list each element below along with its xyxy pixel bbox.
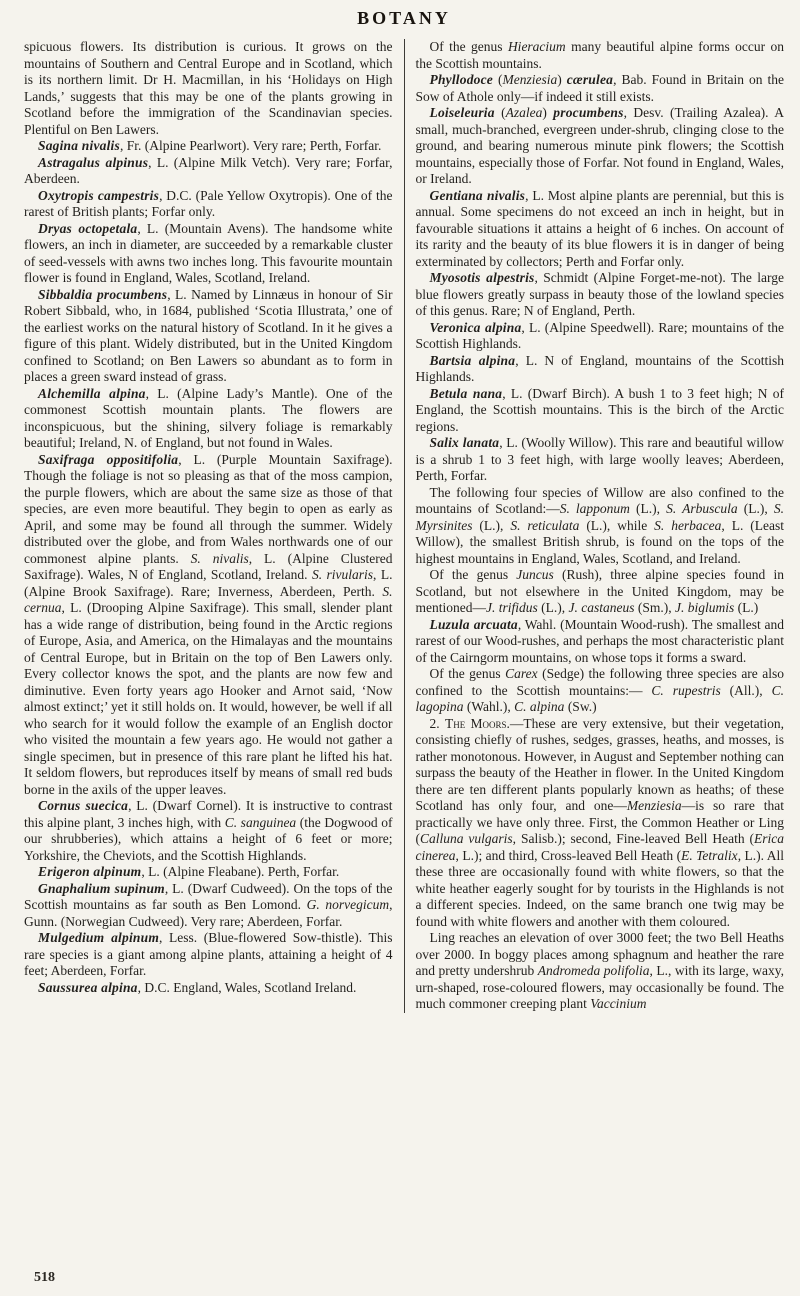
paragraph: Loiseleuria (Azalea) procumbens, Desv. (Trailing Azalea). A small, much-branched, evergreen under-shrub, clinging close to the ground, and bearing numerous minute pink flowers; the Scottish mountains, especially those of Forfar. Not found in England, Wales, or Ireland. — [415, 105, 784, 186]
paragraph: spicuous flowers. Its distribution is curious. It grows on the mountains of Southern and Central Europe and in Scotland, which is its northern limit. Dr H. Macmillan, in his ‘Holidays on High Lands,’ suggests that this may be one of the plants growing in Scotland before the immigration of the Scandinavian species. Plentiful on Ben Lawers. — [24, 39, 393, 137]
paragraph: 2. The Moors.—These are very extensive, but their vegetation, consisting chiefly of rushes, sedges, grasses, heaths, and mosses, is rather monotonous. However, in August and September nothing can surpass the beauty of the Heather in flower. In the United Kingdom there are ten different plants popularly known as heaths; of these Scotland has only four, and one—Menziesia—is so rare that practically we have only three. First, the Common Heather or Ling (Calluna vulgaris, Salisb.); second, Fine-leaved Bell Heath (Erica cinerea, L.); and third, Cross-leaved Bell Heath (E. Tetralix, L.). All these three are occasionally found with white flowers, so that the white heather eagerly sought for by tourists in the Highlands is not a different species. Indeed, on the same branch one twig may be found with white flowers and another with them coloured. — [415, 715, 784, 929]
paragraph: Of the genus Hieracium many beautiful alpine forms occur on the Scottish mountains. — [415, 39, 785, 71]
paragraph: Of the genus Carex (Sedge) the following three species are also confined to the Scottish mountains:— C. rupestris (All.), C. lagopina (Wahl.), C. alpina (Sw.) — [415, 666, 785, 714]
paragraph: Salix lanata, L. (Woolly Willow). This rare and beautiful willow is a shrub 1 to 3 feet high, with large woolly leaves; Aberdeen, Perth, Forfar. — [415, 435, 784, 483]
paragraph: Cornus suecica, L. (Dwarf Cornel). It is instructive to contrast this alpine plant, 3 inches high, with C. sanguinea (the Dogwood of our shrubberies), which attains a height of 6 feet or more; Yorkshire, the Cheviots, and the Scottish Highlands. — [24, 798, 393, 863]
paragraph: Oxytropis campestris, D.C. (Pale Yellow Oxytropis). One of the rarest of British plants; Forfar only. — [24, 187, 393, 219]
paragraph: Ling reaches an elevation of over 3000 feet; the two Bell Heaths over 2000. In boggy places among sphagnum and heather the rare and pretty undershrub Andromeda polifolia, L., with its large, waxy, urn-shaped, rose-coloured flowers, may occasionally be found. The much commoner creeping plant Vaccinium — [415, 930, 784, 1011]
page-title: BOTANY — [357, 8, 451, 28]
paragraph: Saxifraga oppositifolia, L. (Purple Mountain Saxifrage). Though the foliage is not so pleasing as that of the moss campion, the purple flowers, which are about the same size as those of that species, are even more beautiful. They begin to open as early as April, and some may be found all through the summer. Widely distributed over the globe, and from Wales northwards one of our commonest alpine plants. S. nivalis, L. (Alpine Clustered Saxifrage). Wales, N of England, Scotland, Ireland. S. rivularis, L. (Alpine Brook Saxifrage). Rare; Inverness, Aberdeen, Perth. S. cernua, L. (Drooping Alpine Saxifrage). This small, slender plant has a wide range of distribution, being found in the Arctic regions of Europe, Asia, and America, on the Himalayas and the mountains of Central Europe, but in Britain on the top of Ben Lawers only. Every collector knows the spot, and the plants are now few and diminutive. Even forty years ago Hooker and Arnot said, ‘Now almost extinct;’ yet it still holds on. It would, however, be well if all who search for it would follow the example of an English doctor who visited the mountain a few years ago. He would not gather a single specimen, but in presence of this rare plant he lifted his hat. It seldom flowers, but reproduces itself by means of small red buds borne in the axils of the upper leaves. — [24, 451, 393, 797]
right-column — [405, 39, 785, 1013]
paragraph: Gentiana nivalis, L. Most alpine plants are perennial, but this is annual. Some specimens do not exceed an inch in height, but in favourable situations it attains a height of 6 inches. On account of its rarity and the beauty of its blue flowers it is in danger of being exterminated by collectors; Perth and Forfar only. — [415, 187, 785, 269]
paragraph: Sibbaldia procumbens, L. Named by Linnæus in honour of Sir Robert Sibbald, who, in 1684, published ‘Scotia Illustrata,’ one of the earliest works on the natural history of Scotland. In it he gives a figure of this plant. Widely distributed, but in the United Kingdom confined to Scotland; on Ben Lawers so abundant as to form in places a green sward instead of grass. — [24, 286, 393, 384]
left-column — [24, 39, 404, 1013]
text-columns — [24, 39, 784, 1013]
paragraph: Bartsia alpina, L. N of England, mountains of the Scottish Highlands. — [415, 352, 784, 384]
paragraph: Phyllodoce (Menziesia) cærulea, Bab. Found in Britain on the Sow of Athole only—if indeed it still exists. — [415, 72, 784, 104]
paragraph: Betula nana, L. (Dwarf Birch). A bush 1 to 3 feet high; N of England, the Scottish mountains. This is the birch of the Arctic regions. — [415, 385, 785, 434]
paragraph: Erigeron alpinum, L. (Alpine Fleabane). Perth, Forfar. — [38, 864, 340, 879]
paragraph: Astragalus alpinus, L. (Alpine Milk Vetch). Very rare; Forfar, Aberdeen. — [24, 154, 393, 186]
page-number: 518 — [34, 1270, 55, 1285]
paragraph: Sagina nivalis, Fr. (Alpine Pearlwort). Very rare; Perth, Forfar. — [38, 138, 382, 153]
paragraph: Alchemilla alpina, L. (Alpine Lady’s Mantle). One of the commonest Scottish mountain plants. The flowers are inconspicuous, but the shining, silvery foliage is remarkably beautiful; Ireland, N. of England, but not found in Wales. — [24, 385, 393, 450]
paragraph: The following four species of Willow are also confined to the mountains of Scotland:—S. lapponum (L.), S. Arbuscula (L.), S. Myrsinites (L.), S. reticulata (L.), while S. herbacea, L. (Least Willow), the smallest British shrub, is found on the tops of the highest mountains in England, Wales, Scotland, and Ireland. — [415, 484, 784, 566]
paragraph: Gnaphalium supinum, L. (Dwarf Cudweed). On the tops of the Scottish mountains as far south as Ben Lomond. G. norvegicum, Gunn. (Norwegian Cudweed). Very rare; Aberdeen, Forfar. — [24, 880, 393, 929]
paragraph: Saussurea alpina, D.C. England, Wales, Scotland Ireland. — [38, 979, 357, 995]
paragraph: Of the genus Juncus (Rush), three alpine species found in Scotland, but not elsewhere in the United Kingdom, may be mentioned—J. trifidus (L.), J. castaneus (Sm.), J. biglumis (L.) — [415, 567, 784, 615]
paragraph: Dryas octopetala, L. (Mountain Avens). The handsome white flowers, an inch in diameter, are succeeded by a remarkable cluster of seed-vessels with awns two inches long. This favourite mountain flower is found in England, Wales, Scotland, Ireland. — [24, 220, 393, 285]
paragraph: Mulgedium alpinum, Less. (Blue-flowered Sow-thistle). This rare species is a giant among alpine plants, attaining a height of 4 feet; Aberdeen, Forfar. — [24, 930, 393, 978]
paragraph: Veronica alpina, L. (Alpine Speedwell). Rare; mountains of the Scottish Highlands. — [415, 319, 785, 351]
paragraph: Luzula arcuata, Wahl. (Mountain Wood-rush). The smallest and rarest of our Wood-rushes, and perhaps the most characteristic plant of the Cairngorm mountains, on whose tops it forms a sward. — [415, 616, 784, 665]
paragraph: Myosotis alpestris, Schmidt (Alpine Forget-me-not). The large blue flowers greatly surpass in beauty those of the lowland species of this genus. Rare; N of England, Perth. — [415, 270, 784, 318]
